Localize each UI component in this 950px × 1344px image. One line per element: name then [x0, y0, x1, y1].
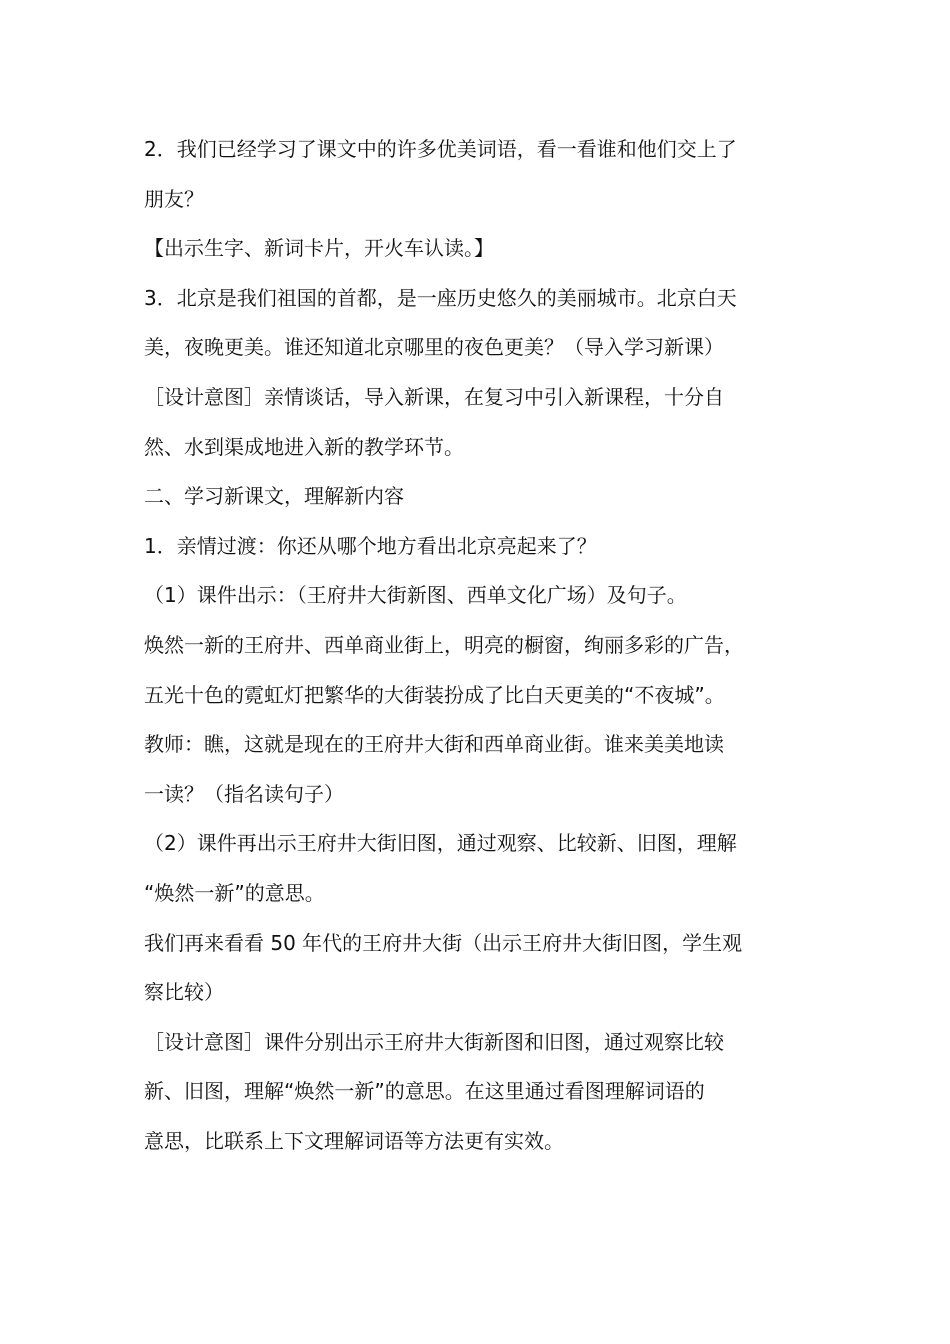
paragraph-show-cards	[144, 224, 824, 274]
text-line: （2）课件再出示王府井大街旧图，通过观察、比较新、旧图，理解	[144, 831, 737, 856]
text-line: 二、学习新课文，理解新内容	[144, 484, 404, 509]
document-body	[144, 125, 824, 1166]
paragraph-review-words	[144, 125, 824, 224]
text-line: 我们再来看看 50 年代的王府井大街（出示王府井大街旧图，学生观	[144, 930, 743, 955]
text-line: 3．北京是我们祖国的首都，是一座历史悠久的美丽城市。北京白天	[144, 285, 737, 310]
paragraph-courseware-1	[144, 571, 824, 621]
text-line: 然、水到渠成地进入新的教学环节。	[144, 434, 464, 459]
text-line: 焕然一新的王府井、西单商业街上，明亮的橱窗，绚丽多彩的广告，	[144, 632, 744, 657]
paragraph-transition	[144, 522, 824, 572]
text-line: “焕然一新”的意思。	[144, 880, 325, 905]
text-line: 教师：瞧，这就是现在的王府井大街和西单商业街。谁来美美地读	[144, 732, 724, 757]
text-line: 朋友？	[144, 186, 204, 211]
paragraph-beijing-intro	[144, 274, 824, 373]
paragraph-old-street	[144, 919, 824, 1018]
text-line: 一读？（指名读句子）	[144, 781, 344, 806]
text-line: 新、旧图，理解“焕然一新”的意思。在这里通过看图理解词语的	[144, 1079, 705, 1104]
text-line: 美，夜晚更美。谁还知道北京哪里的夜色更美？（导入学习新课）	[144, 335, 724, 360]
text-line: 察比较）	[144, 980, 224, 1005]
text-line: 1．亲情过渡：你还从哪个地方看出北京亮起来了？	[144, 533, 597, 558]
text-line: 2．我们已经学习了课文中的许多优美词语，看一看谁和他们交上了	[144, 137, 737, 161]
paragraph-design-intent-1	[144, 373, 824, 472]
section-heading-new-lesson	[144, 472, 824, 522]
paragraph-courseware-2	[144, 819, 824, 918]
text-line: ［设计意图］亲情谈话，导入新课，在复习中引入新课程，十分自	[144, 384, 724, 409]
paragraph-design-intent-2	[144, 1018, 824, 1167]
text-line: 意思，比联系上下文理解词语等方法更有实效。	[144, 1128, 564, 1153]
paragraph-quote-sentence	[144, 621, 824, 720]
text-line: 【出示生字、新词卡片，开火车认读。】	[144, 236, 494, 261]
text-line: （1）课件出示：（王府井大街新图、西单文化广场）及句子。	[144, 583, 687, 608]
paragraph-teacher	[144, 720, 824, 819]
text-line: 五光十色的霓虹灯把繁华的大街装扮成了比白天更美的“不夜城”。	[144, 682, 725, 707]
text-line: ［设计意图］课件分别出示王府井大街新图和旧图，通过观察比较	[144, 1029, 724, 1054]
